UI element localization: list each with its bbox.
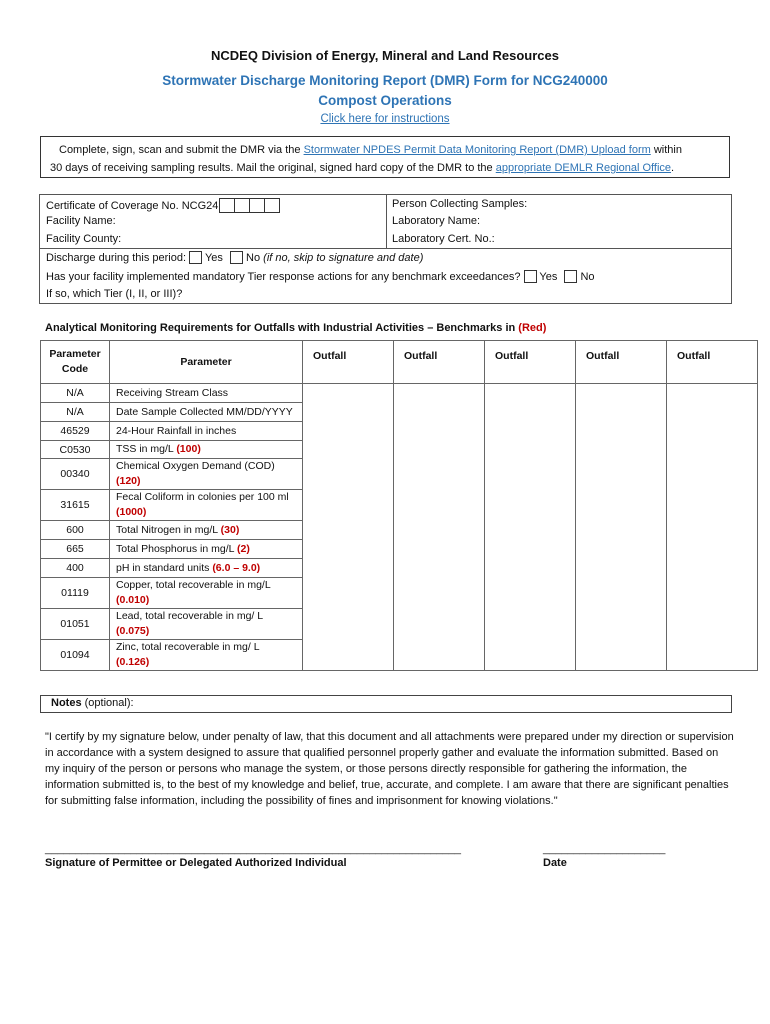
col-header-outfall-3: Outfall (485, 341, 576, 384)
date-line[interactable]: ____________________ (543, 843, 666, 855)
parameter-code-cell: 00340 (41, 459, 110, 490)
outfall-5-cell[interactable] (667, 441, 758, 459)
outfall-2-cell[interactable] (394, 609, 485, 640)
table-row (41, 384, 758, 403)
outfall-5-cell[interactable] (667, 384, 758, 403)
outfall-3-cell[interactable] (485, 384, 576, 403)
outfall-5-cell[interactable] (667, 521, 758, 540)
discharge-yes-checkbox[interactable] (189, 251, 202, 264)
instructions-text-3: 30 days of receiving sampling results. Mail the original, signed hard copy of the DMR to the (50, 162, 496, 174)
benchmark-value: (2) (237, 542, 250, 555)
parameter-code-cell: N/A (41, 384, 110, 403)
outfall-1-cell[interactable] (303, 559, 394, 578)
monitoring-heading-text: Analytical Monitoring Requirements for Outfalls with Industrial Activities – Benchmarks in (45, 322, 519, 334)
certification-statement: "I certify by my signature below, under penalty of law, that this document and all attachments were prepared under my direction or supervision in accordance with a system designed to assure that qualified personnel properly gather and evaluate the information submitted. Based on my inquiry of the person or persons who manage the system, or those persons directly responsible for gathering the information, the information submitted is, to the best of my knowledge and belief, true, accurate, and complete. I am aware that there are significant penalties for submitting false information, including the possibility of fines and imprisonment for knowing violations." (45, 731, 734, 807)
outfall-1-cell[interactable] (303, 578, 394, 609)
col-header-outfall-4: Outfall (576, 341, 667, 384)
outfall-1-cell[interactable] (303, 640, 394, 671)
facility-info-box (39, 194, 732, 304)
benchmark-value: (0.010) (116, 594, 150, 606)
outfall-3-cell[interactable] (485, 640, 576, 671)
discharge-label: Discharge during this period: (46, 252, 187, 264)
coc-digit-3[interactable] (249, 198, 265, 213)
lab-cert-label: Laboratory Cert. No.: (392, 233, 495, 245)
outfall-3-cell[interactable] (485, 422, 576, 441)
monitoring-table (40, 340, 758, 671)
outfall-4-cell[interactable] (576, 578, 667, 609)
parameter-name: Fecal Coliform in colonies per 100 ml (116, 491, 289, 503)
table-row (41, 422, 758, 441)
parameter-code-cell: 01119 (41, 578, 110, 609)
coc-digit-1[interactable] (219, 198, 235, 213)
outfall-3-cell[interactable] (485, 609, 576, 640)
outfall-4-cell[interactable] (576, 422, 667, 441)
which-tier-label: If so, which Tier (I, II, or III)? (46, 288, 183, 300)
discharge-row (46, 251, 423, 264)
outfall-4-cell[interactable] (576, 459, 667, 490)
discharge-yes-label: Yes (204, 252, 223, 264)
parameter-name: Date Sample Collected MM/DD/YYYY (116, 405, 293, 418)
table-row (41, 521, 758, 540)
benchmark-value: (0.126) (116, 656, 150, 668)
parameter-name-cell (110, 540, 303, 559)
form-subtitle: Compost Operations (318, 93, 452, 108)
parameter-code-cell: 665 (41, 540, 110, 559)
benchmark-value: (120) (116, 475, 141, 487)
tier-no-label: No (580, 271, 595, 283)
table-row (41, 578, 758, 609)
parameter-name-cell (110, 578, 303, 609)
parameter-code-cell: N/A (41, 403, 110, 422)
instructions-link-row (0, 113, 770, 125)
outfall-5-cell[interactable] (667, 559, 758, 578)
outfall-2-cell[interactable] (394, 403, 485, 422)
instructions-text-2: within (650, 144, 682, 156)
monitoring-heading-red: (Red) (518, 322, 547, 334)
parameter-name-cell (110, 559, 303, 578)
tier-question: Has your facility implemented mandatory Tier response actions for any benchmark exceedances? (46, 271, 521, 283)
outfall-2-cell[interactable] (394, 422, 485, 441)
outfall-3-cell[interactable] (485, 521, 576, 540)
outfall-1-cell[interactable] (303, 403, 394, 422)
skip-note: (if no, skip to signature and date) (263, 252, 424, 264)
discharge-no-label: No (246, 252, 261, 264)
outfall-2-cell[interactable] (394, 578, 485, 609)
parameter-name-cell (110, 609, 303, 640)
signature-line[interactable]: ____________________________________________________________________ (45, 843, 462, 855)
tier-row (46, 270, 595, 283)
outfall-2-cell[interactable] (394, 384, 485, 403)
outfall-1-cell[interactable] (303, 521, 394, 540)
col-header-parameter: Parameter (110, 341, 303, 384)
table-row (41, 490, 758, 521)
outfall-4-cell[interactable] (576, 490, 667, 521)
instructions-text-4: . (671, 162, 675, 174)
regional-office-link[interactable]: appropriate DEMLR Regional Office (495, 162, 672, 174)
notes-label: Notes (51, 697, 82, 709)
instructions-box (40, 136, 730, 178)
outfall-3-cell[interactable] (485, 540, 576, 559)
outfall-5-cell[interactable] (667, 540, 758, 559)
parameter-name: Total Nitrogen in mg/L (116, 523, 221, 536)
table-header-row (41, 341, 758, 384)
parameter-code-cell: 01051 (41, 609, 110, 640)
parameter-code-cell: C0530 (41, 441, 110, 459)
parameter-name: Chemical Oxygen Demand (COD) (116, 460, 275, 472)
lab-name-label: Laboratory Name: (392, 215, 481, 227)
coc-label: Certificate of Coverage No. NCG24 (46, 200, 219, 212)
col-header-outfall-5: Outfall (667, 341, 758, 384)
outfall-4-cell[interactable] (576, 441, 667, 459)
parameter-name: TSS in mg/L (116, 443, 177, 455)
outfall-1-cell[interactable] (303, 490, 394, 521)
tier-yes-checkbox[interactable] (524, 270, 537, 283)
coc-digit-2[interactable] (234, 198, 250, 213)
outfall-1-cell[interactable] (303, 384, 394, 403)
outfall-3-cell[interactable] (485, 578, 576, 609)
parameter-name: 24-Hour Rainfall in inches (116, 424, 237, 437)
parameter-name: pH in standard units (116, 561, 213, 574)
parameter-name-cell (110, 640, 303, 671)
col-header-code: Parameter Code (41, 341, 110, 384)
parameter-name-cell (110, 422, 303, 441)
outfall-4-cell[interactable] (576, 384, 667, 403)
outfall-2-cell[interactable] (394, 640, 485, 671)
facility-name-label: Facility Name: (46, 215, 116, 227)
benchmark-value: (1000) (116, 506, 147, 518)
outfall-5-cell[interactable] (667, 578, 758, 609)
instructions-link[interactable]: Click here for instructions (320, 113, 450, 125)
outfall-5-cell[interactable] (667, 459, 758, 490)
outfall-5-cell[interactable] (667, 640, 758, 671)
parameter-code-cell: 31615 (41, 490, 110, 521)
date-label: Date (543, 857, 567, 869)
table-row (41, 640, 758, 671)
facility-county-label: Facility County: (46, 233, 122, 245)
outfall-3-cell[interactable] (485, 459, 576, 490)
outfall-3-cell[interactable] (485, 490, 576, 521)
outfall-2-cell[interactable] (394, 559, 485, 578)
table-row (41, 459, 758, 490)
parameter-name-cell (110, 384, 303, 403)
parameter-name-cell (110, 441, 303, 459)
benchmark-value: (6.0 – 9.0) (212, 561, 261, 574)
outfall-5-cell[interactable] (667, 403, 758, 422)
notes-optional: (optional): (81, 697, 134, 709)
outfall-2-cell[interactable] (394, 490, 485, 521)
outfall-1-cell[interactable] (303, 609, 394, 640)
parameter-code-cell: 46529 (41, 422, 110, 441)
parameter-name: Receiving Stream Class (116, 386, 229, 399)
monitoring-heading (45, 322, 546, 334)
outfall-3-cell[interactable] (485, 441, 576, 459)
outfall-4-cell[interactable] (576, 609, 667, 640)
coc-digit-4[interactable] (264, 198, 280, 213)
col-header-outfall-1: Outfall (303, 341, 394, 384)
instructions-text-1: Complete, sign, scan and submit the DMR via the (59, 144, 304, 156)
outfall-1-cell[interactable] (303, 422, 394, 441)
tier-yes-label: Yes (539, 271, 558, 283)
coc-row (46, 198, 280, 213)
outfall-2-cell[interactable] (394, 441, 485, 459)
parameter-name: Total Phosphorus in mg/L (116, 542, 238, 555)
outfall-2-cell[interactable] (394, 540, 485, 559)
outfall-1-cell[interactable] (303, 459, 394, 490)
notes-box[interactable] (40, 695, 732, 713)
form-title: Stormwater Discharge Monitoring Report (DMR) Form for NCG240000 (162, 73, 608, 88)
dmr-upload-link[interactable]: Stormwater NPDES Permit Data Monitoring Report (DMR) Upload form (303, 144, 651, 156)
outfall-3-cell[interactable] (485, 559, 576, 578)
outfall-4-cell[interactable] (576, 640, 667, 671)
outfall-2-cell[interactable] (394, 521, 485, 540)
outfall-5-cell[interactable] (667, 490, 758, 521)
benchmark-value: (0.075) (116, 625, 150, 637)
outfall-1-cell[interactable] (303, 441, 394, 459)
outfall-1-cell[interactable] (303, 540, 394, 559)
parameter-code-cell: 400 (41, 559, 110, 578)
outfall-3-cell[interactable] (485, 403, 576, 422)
outfall-5-cell[interactable] (667, 422, 758, 441)
table-row (41, 559, 758, 578)
parameter-code-cell: 01094 (41, 640, 110, 671)
benchmark-value: (100) (176, 443, 201, 455)
discharge-no-checkbox[interactable] (230, 251, 243, 264)
outfall-4-cell[interactable] (576, 403, 667, 422)
parameter-name-cell (110, 459, 303, 490)
col-header-outfall-2: Outfall (394, 341, 485, 384)
parameter-name-cell (110, 490, 303, 521)
parameter-name-cell (110, 521, 303, 540)
parameter-name: Copper, total recoverable in mg/L (116, 579, 271, 591)
outfall-5-cell[interactable] (667, 609, 758, 640)
person-collecting-label: Person Collecting Samples: (392, 198, 528, 210)
parameter-name-cell (110, 403, 303, 422)
parameter-name: Zinc, total recoverable in mg/ L (116, 641, 260, 653)
signature-label: Signature of Permittee or Delegated Authorized Individual (45, 857, 347, 869)
outfall-4-cell[interactable] (576, 540, 667, 559)
outfall-4-cell[interactable] (576, 521, 667, 540)
table-row (41, 403, 758, 422)
parameter-code-cell: 600 (41, 521, 110, 540)
table-row (41, 540, 758, 559)
outfall-4-cell[interactable] (576, 559, 667, 578)
table-row (41, 609, 758, 640)
division-title: NCDEQ Division of Energy, Mineral and Land Resources (211, 48, 559, 63)
parameter-name: Lead, total recoverable in mg/ L (116, 610, 264, 622)
table-row (41, 441, 758, 459)
tier-no-checkbox[interactable] (564, 270, 577, 283)
outfall-2-cell[interactable] (394, 459, 485, 490)
benchmark-value: (30) (220, 523, 240, 536)
